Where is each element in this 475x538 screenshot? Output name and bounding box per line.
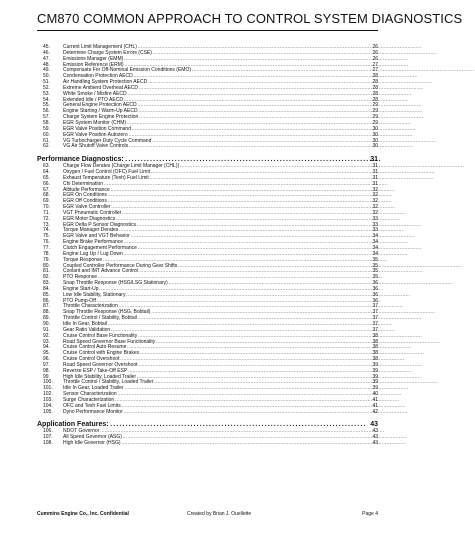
toc-entry-number: 84.	[43, 285, 50, 292]
toc-entry-number: 105.	[43, 408, 53, 415]
toc-entry-page: 39	[372, 361, 378, 368]
toc-entry-page: 37	[372, 326, 378, 333]
toc-entry-number: 93.	[43, 338, 50, 345]
toc-entry-label: Gear Ratio Validation . . .	[63, 328, 370, 334]
toc-entry-label: Snap Throttle Response (HSG/LSG Stationary) . . .	[63, 281, 370, 287]
section-page-number: 43	[370, 421, 378, 429]
toc-entry-number: 107.	[43, 434, 53, 441]
toc-entry-label: EGR Motor Diagnostics . . .	[63, 217, 370, 223]
toc-entry-label: Cruise Control Auto Resume . . .	[63, 345, 370, 351]
toc-entry-label: VG Air Shutoff Valve Controls . . .	[63, 144, 370, 150]
toc-entry-number: 76.	[43, 239, 50, 246]
footer-page-number: Page 4	[362, 511, 378, 517]
toc-entry-page: 37	[372, 315, 378, 322]
toc-entry-number: 99.	[43, 373, 50, 380]
toc-entry-page: 32	[372, 209, 378, 216]
toc-entry-number: 95.	[43, 350, 50, 357]
toc-entry-number: 75.	[43, 233, 50, 240]
toc-entry-label: Idle In Gear, Loaded Trailer . . .	[63, 386, 370, 392]
toc-entry-number: 59.	[43, 125, 50, 132]
toc-entry-page: 29	[372, 102, 378, 109]
toc-entry-page: 32	[372, 204, 378, 211]
toc-entry-label: Exhaust Temperature (Texh) Fuel Limit . . .	[63, 176, 370, 182]
toc-entry-label: EGR Off Conditions . . .	[63, 199, 370, 205]
toc-entry-page: 38	[372, 350, 378, 357]
toc-entry-number: 49.	[43, 67, 50, 74]
toc-entry-number: 53.	[43, 90, 50, 97]
toc-entry[interactable]	[37, 410, 378, 416]
toc-entry-number: 92.	[43, 332, 50, 339]
toc-entry-label: Throttle Control / Stability, Bobtail . . .	[63, 316, 370, 322]
toc-entry-page: 29	[372, 119, 378, 126]
toc-entry-page: 34	[372, 250, 378, 257]
toc-entry-label: Determine Charge System Errors (CSE) . . .	[63, 51, 370, 57]
toc-entry-page: 26	[372, 44, 378, 50]
toc-entry-page: 43	[372, 428, 378, 435]
toc-entry-number: 87.	[43, 303, 50, 310]
toc-entry-label: Cruise Control Overshoot . . .	[63, 357, 370, 363]
toc-entry-page: 30	[372, 137, 378, 144]
toc-entry-page: 43	[372, 440, 378, 447]
toc-entry-number: 102.	[43, 391, 53, 398]
toc-entry-label: Low Idle Stability, Stationary . . .	[63, 293, 370, 299]
footer-author: Created by Brian J. Ouellette	[187, 511, 252, 517]
toc-entry-label: VG Turbocharger Duty Cycle Command . . .	[63, 139, 370, 145]
toc-entry-label: General Engine Protection AECD . . .	[63, 103, 370, 109]
toc-entry[interactable]	[37, 144, 378, 150]
toc-entry-page: 30	[372, 143, 378, 150]
toc-entry-number: 63.	[43, 163, 50, 170]
toc-entry-label: High Idle Governor (HSG) . . .	[63, 441, 370, 447]
toc-entry-page: 38	[372, 338, 378, 345]
toc-entry-number: 74.	[43, 227, 50, 234]
toc-entry-number: 56.	[43, 108, 50, 115]
toc-entry-label: Road Speed Governor Base Functionality . . .	[63, 340, 370, 346]
toc-entry-number: 45.	[43, 44, 50, 50]
toc-entry-label: Extended Idle / PTO AECD . . .	[63, 98, 370, 104]
toc-entry-label: Chi Determination . . .	[63, 182, 370, 188]
toc-entry-page: 34	[372, 239, 378, 246]
toc-entry-label: White Smoke / Misfire AECD . . .	[63, 92, 370, 98]
toc-entry-number: 108.	[43, 440, 53, 447]
page-title: CM870 COMMON APPROACH TO CONTROL SYSTEM DIAGNOSTICS	[37, 11, 463, 26]
toc-entry-page: 32	[372, 192, 378, 199]
toc-entry-number: 89.	[43, 315, 50, 322]
toc-entry-number: 98.	[43, 367, 50, 374]
toc-entry-number: 100.	[43, 379, 53, 386]
toc-entry-label: Charge System Engine Protection . . .	[63, 115, 370, 121]
toc-entry-page: 37	[372, 303, 378, 310]
toc-entry-number: 48.	[43, 61, 50, 68]
toc-entry-label: OFC and Texh Fuel Limits . . .	[63, 404, 370, 410]
toc-entry-number: 50.	[43, 73, 50, 80]
toc-entry-page: 35	[372, 256, 378, 263]
toc-entry-number: 58.	[43, 119, 50, 126]
toc-entry-number: 70.	[43, 204, 50, 211]
toc-entry-page: 34	[372, 233, 378, 240]
toc-entry-number: 97.	[43, 361, 50, 368]
toc-entry-label: Dyno Performance Monitor . . .	[63, 410, 370, 416]
toc-entry-label: Torque Manager Derates . . .	[63, 228, 370, 234]
toc-entry-label: Reverse ESP / Take-Off ESP . . .	[63, 369, 370, 375]
toc-entry-page: 31	[372, 180, 378, 187]
toc-entry-label: Engine Lug Up / Lug Down . . .	[63, 252, 370, 258]
toc-entry-page: 34	[372, 245, 378, 251]
toc-entry-page: 39	[372, 385, 378, 392]
toc-entry-label: PTO Pump-Off . . .	[63, 299, 370, 305]
toc-entry-number: 52.	[43, 84, 50, 91]
toc-list-application	[37, 429, 378, 447]
toc-entry-page: 28	[372, 90, 378, 97]
toc-entry-page: 39	[372, 373, 378, 380]
toc-entry-page: 26	[372, 55, 378, 62]
toc-list-top	[37, 45, 378, 150]
toc-entry-label: Current Limit Management (CHL) . . .	[63, 45, 370, 51]
toc-entry-label: Charge Flow Derates (Charge Limit Manager (CHL)) . . .	[63, 164, 370, 170]
toc-entry-page: 38	[372, 356, 378, 363]
toc-entry-number: 46.	[43, 49, 50, 56]
toc-entry-label: Clutch Engagement Performance . . .	[63, 246, 370, 252]
toc-entry-label: All Speed Governor (ASG) . . .	[63, 435, 370, 441]
toc-entry-label: EGR Valve and VGT Behavior . . .	[63, 234, 370, 240]
toc-entry-number: 67.	[43, 186, 50, 193]
toc-entry-label: Engine Brake Performance . . .	[63, 240, 370, 246]
toc-entry-number: 96.	[43, 356, 50, 363]
section-page-number: 31	[370, 156, 378, 164]
toc-entry-label: Coolant and IMT Advance Control . . .	[63, 269, 370, 275]
toc-entry-page: 36	[372, 291, 378, 298]
toc-entry-label: Surge Characterization . . .	[63, 398, 370, 404]
toc-entry-number: 91.	[43, 326, 50, 333]
toc-entry-number: 73.	[43, 221, 50, 228]
toc-entry-page: 38	[372, 344, 378, 351]
toc-entry-page: 29	[372, 108, 378, 115]
toc-entry-page: 38	[372, 332, 378, 339]
toc-entry-page: 39	[372, 379, 378, 386]
toc-entry-number: 55.	[43, 102, 50, 109]
toc-entry-number: 62.	[43, 143, 50, 150]
section-label: Application Features: . . .	[37, 420, 366, 429]
toc-entry-label: NDOT Governor . . .	[63, 429, 370, 435]
toc-entry-page: 27	[372, 61, 378, 68]
toc-entry-number: 79.	[43, 256, 50, 263]
toc-entry-number: 51.	[43, 79, 50, 86]
toc-entry-label: EGR On Conditions . . .	[63, 193, 370, 199]
toc-entry-number: 68.	[43, 192, 50, 199]
toc-entry-number: 88.	[43, 309, 50, 316]
toc-entry-label: Snap Throttle Response (HSG, Bobtail) . . .	[63, 310, 370, 316]
toc-entry-page: 36	[372, 297, 378, 304]
toc-entry-page: 33	[372, 227, 378, 234]
toc-entry-page: 39	[372, 367, 378, 374]
toc-entry-page: 42	[372, 408, 378, 415]
toc-entry-number: 82.	[43, 274, 50, 281]
toc-entry-label: Altitude Performance . . .	[63, 188, 370, 194]
toc-entry-number: 65.	[43, 174, 50, 181]
toc-entry-page: 29	[372, 114, 378, 121]
toc-entry-number: 61.	[43, 137, 50, 144]
toc-entry-number: 57.	[43, 114, 50, 121]
toc-entry-label: Extreme Ambient Overheat AECD . . .	[63, 86, 370, 92]
toc-entry-number: 80.	[43, 262, 50, 269]
toc-entry-label: EGR Valve Position Command . . .	[63, 127, 370, 133]
toc-entry-label: Sensor Characterization . . .	[63, 392, 370, 398]
toc-list-performance	[37, 164, 378, 415]
toc-entry-label: VGT Pneumatic Controller . . .	[63, 211, 370, 217]
toc-entry[interactable]	[37, 441, 378, 447]
toc-entry-label: Emission Reference (ERM) . . .	[63, 63, 370, 69]
toc-entry-number: 64.	[43, 169, 50, 176]
toc-entry-number: 47.	[43, 55, 50, 62]
toc-entry-page: 30	[372, 125, 378, 132]
toc-entry-number: 66.	[43, 180, 50, 187]
toc-entry-page: 41	[372, 402, 378, 409]
toc-entry-page: 28	[372, 96, 378, 103]
toc-entry-page: 32	[372, 198, 378, 205]
toc-entry-number: 77.	[43, 245, 50, 251]
toc-entry-page: 31	[372, 169, 378, 176]
toc-entry-page: 31	[372, 174, 378, 181]
toc-entry-label: Coupled Controller Performance During Gear Shifts . . .	[63, 264, 370, 270]
toc-entry-page: 35	[372, 274, 378, 281]
toc-entry-label: Road Speed Governor Overshoot . . .	[63, 363, 370, 369]
page-footer	[37, 511, 378, 519]
toc-entry-page: 35	[372, 268, 378, 275]
toc-entry-label: Engine Starting / Warm-Up AECD . . .	[63, 109, 370, 115]
toc-entry-page: 36	[372, 280, 378, 287]
toc-entry-number: 72.	[43, 215, 50, 222]
toc-entry-page: 33	[372, 221, 378, 228]
toc-entry-number: 83.	[43, 280, 50, 287]
toc-entry-label: Compensate For Off-Nominal Emission Conditions (EMO) . . .	[63, 68, 370, 74]
toc-entry-number: 94.	[43, 344, 50, 351]
toc-entry-label: EGR System Monitor (CHM) . . .	[63, 121, 370, 127]
toc-entry-number: 86.	[43, 297, 50, 304]
toc-entry-number: 104.	[43, 402, 53, 409]
toc-entry-page: 33	[372, 215, 378, 222]
toc-entry-page: 26	[372, 49, 378, 56]
toc-entry-page: 36	[372, 285, 378, 292]
toc-entry-page: 27	[372, 67, 378, 74]
toc-entry-number: 78.	[43, 250, 50, 257]
toc-entry-page: 28	[372, 84, 378, 91]
toc-entry-label: Cruise Control with Engine Brakes . . .	[63, 351, 370, 357]
toc-entry-label: EGR Valve Controller . . .	[63, 205, 370, 211]
toc-entry-label: Throttle Control / Stability, Loaded Trailer . . .	[63, 380, 370, 386]
toc-entry-page: 37	[372, 309, 378, 316]
toc-entry-label: Cruise Control Base Functionality . . .	[63, 334, 370, 340]
section-label: Performance Diagnostics: . . .	[37, 155, 366, 164]
toc-entry-number: 81.	[43, 268, 50, 275]
toc-entry-label: Idle In Gear, Bobtail . . .	[63, 322, 370, 328]
toc-entry-page: 41	[372, 396, 378, 403]
footer-company: Cummins Engine Co., Inc. Confidential	[37, 511, 129, 517]
toc-entry-number: 71.	[43, 209, 50, 216]
toc-entry-page: 43	[372, 434, 378, 441]
toc-entry-page: 30	[372, 131, 378, 138]
toc-entry-number: 85.	[43, 291, 50, 298]
toc-entry-page: 28	[372, 79, 378, 86]
toc-entry-label: EGR Delta P Sensor Diagnostics . . .	[63, 223, 370, 229]
toc-entry-label: Throttle Characterization . . .	[63, 304, 370, 310]
table-of-contents	[37, 45, 378, 447]
toc-entry-number: 54.	[43, 96, 50, 103]
toc-entry-number: 90.	[43, 320, 50, 327]
toc-entry-label: Torque Response . . .	[63, 258, 370, 264]
toc-entry-label: Condensation Protection AECD . . .	[63, 74, 370, 80]
toc-entry-label: Emissions Manager (EMM) . . .	[63, 57, 370, 63]
toc-entry-number: 103.	[43, 396, 53, 403]
toc-entry-page: 28	[372, 73, 378, 80]
toc-entry-number: 101.	[43, 385, 53, 392]
toc-entry-number: 106.	[43, 428, 53, 435]
toc-entry-label: Air Handling System Protection AECD . . .	[63, 80, 370, 86]
toc-entry-page: 32	[372, 186, 378, 193]
toc-entry-label: EGR Valve Position Autozero . . .	[63, 133, 370, 139]
toc-entry-label: High Idle Stability, Loaded Trailer . . .	[63, 375, 370, 381]
title-divider	[37, 30, 378, 31]
toc-entry-number: 60.	[43, 131, 50, 138]
toc-entry-page: 35	[372, 262, 378, 269]
toc-entry-label: PTO Response . . .	[63, 275, 370, 281]
toc-entry-page: 37	[372, 320, 378, 327]
toc-entry-page: 40	[372, 391, 378, 398]
toc-entry-number: 69.	[43, 198, 50, 205]
toc-entry-page: 31	[372, 163, 378, 170]
toc-entry-label: Oxygen / Fuel Control (OFC) Fuel Limit . . .	[63, 170, 370, 176]
toc-entry-label: Engine Start-Up . . .	[63, 287, 370, 293]
